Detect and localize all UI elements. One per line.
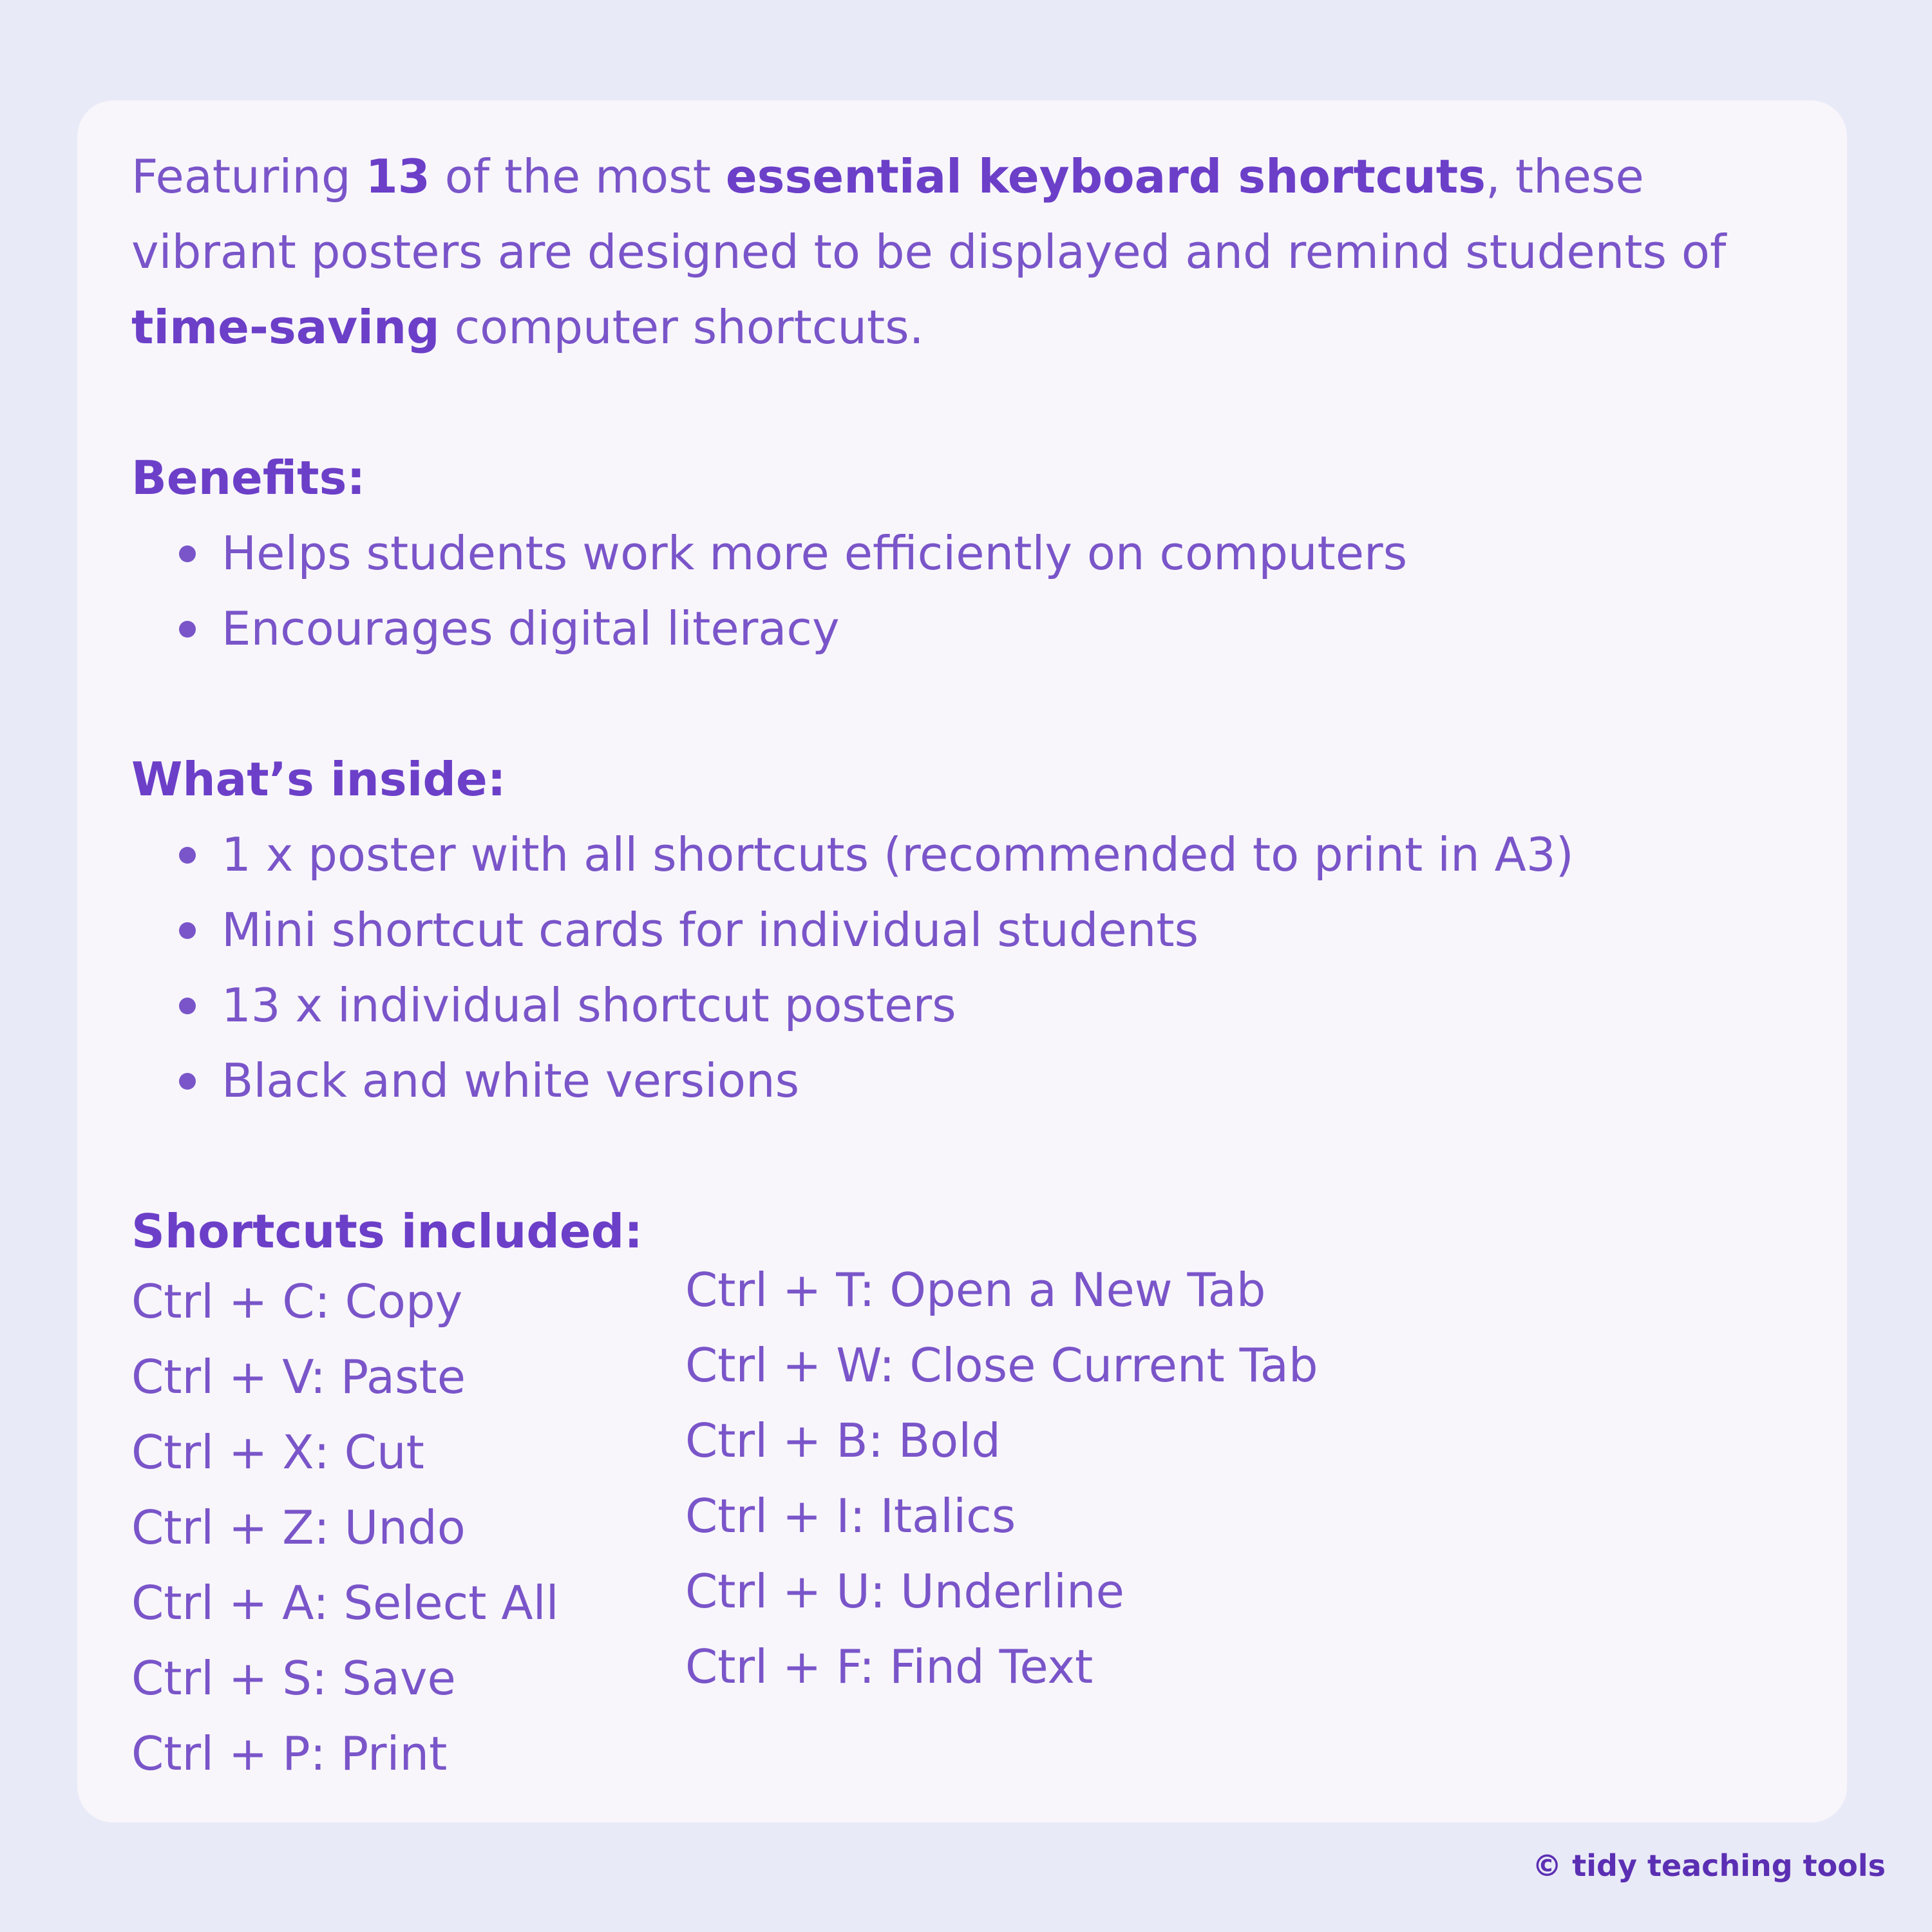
shortcut-item: Ctrl + T: Open a New Tab (685, 1263, 1266, 1317)
intro-rest-2: computer shortcuts. (439, 300, 924, 354)
shortcuts-heading: Shortcuts included: (131, 1204, 643, 1258)
intro-count: 13 (365, 149, 430, 204)
bullet-dot (179, 998, 196, 1014)
list-item-text: 1 x poster with all shortcuts (recommended to print in A3) (222, 828, 1574, 882)
shortcut-item: Ctrl + B: Bold (685, 1414, 1001, 1468)
intro-rest-1: , these vibrant posters are designed to be displayed and remind students of (131, 149, 1727, 279)
content-card (77, 100, 1847, 1823)
shortcuts-columns (131, 1263, 1806, 1797)
intro-time-saving: time-saving (131, 300, 440, 354)
list-item (222, 591, 1806, 667)
list-item (222, 893, 1806, 968)
list-item (222, 968, 1806, 1043)
list-item-text: Encourages digital literacy (222, 601, 840, 656)
list-item-text: 13 x individual shortcut posters (222, 978, 956, 1032)
shortcuts-left-column (131, 1264, 559, 1792)
shortcut-item: Ctrl + X: Cut (131, 1425, 424, 1479)
shortcuts-right-column (685, 1253, 1318, 1705)
content (131, 139, 1806, 1797)
intro-of-the-most: of the most (430, 149, 726, 204)
shortcut-item: Ctrl + I: Italics (685, 1489, 1016, 1543)
shortcut-item: Ctrl + C: Copy (131, 1274, 463, 1329)
shortcut-item: Ctrl + A: Select All (131, 1576, 559, 1630)
benefits-heading: Benefits: (131, 451, 366, 505)
list-item-text: Helps students work more efficiently on computers (222, 526, 1408, 580)
inside-list (131, 817, 1806, 1119)
benefits-list (131, 516, 1806, 667)
shortcut-item: Ctrl + Z: Undo (131, 1501, 466, 1555)
list-item (222, 1043, 1806, 1119)
list-item (222, 516, 1806, 591)
shortcut-item: Ctrl + V: Paste (131, 1350, 466, 1404)
bullet-dot (179, 1073, 196, 1090)
shortcut-item: Ctrl + S: Save (131, 1651, 456, 1705)
bullet-dot (179, 922, 196, 939)
list-item-text: Black and white versions (222, 1054, 800, 1108)
spacer (131, 667, 1806, 742)
copyright-footer: © tidy teaching tools (1532, 1848, 1886, 1883)
inside-heading: What’s inside: (131, 752, 506, 806)
intro-featuring: Featuring (131, 149, 366, 204)
bullet-dot (179, 847, 196, 864)
shortcut-item: Ctrl + P: Print (131, 1727, 448, 1781)
intro-paragraph (131, 139, 1806, 365)
spacer (131, 365, 1806, 440)
list-item (222, 817, 1806, 893)
intro-essential: essential keyboard shortcuts (725, 149, 1486, 204)
bullet-dot (179, 545, 196, 562)
shortcut-item: Ctrl + U: Underline (685, 1564, 1124, 1618)
list-item-text: Mini shortcut cards for individual students (222, 903, 1199, 957)
bullet-dot (179, 621, 196, 638)
shortcut-item: Ctrl + F: Find Text (685, 1640, 1094, 1694)
shortcut-item: Ctrl + W: Close Current Tab (685, 1338, 1318, 1392)
spacer (131, 1119, 1806, 1194)
